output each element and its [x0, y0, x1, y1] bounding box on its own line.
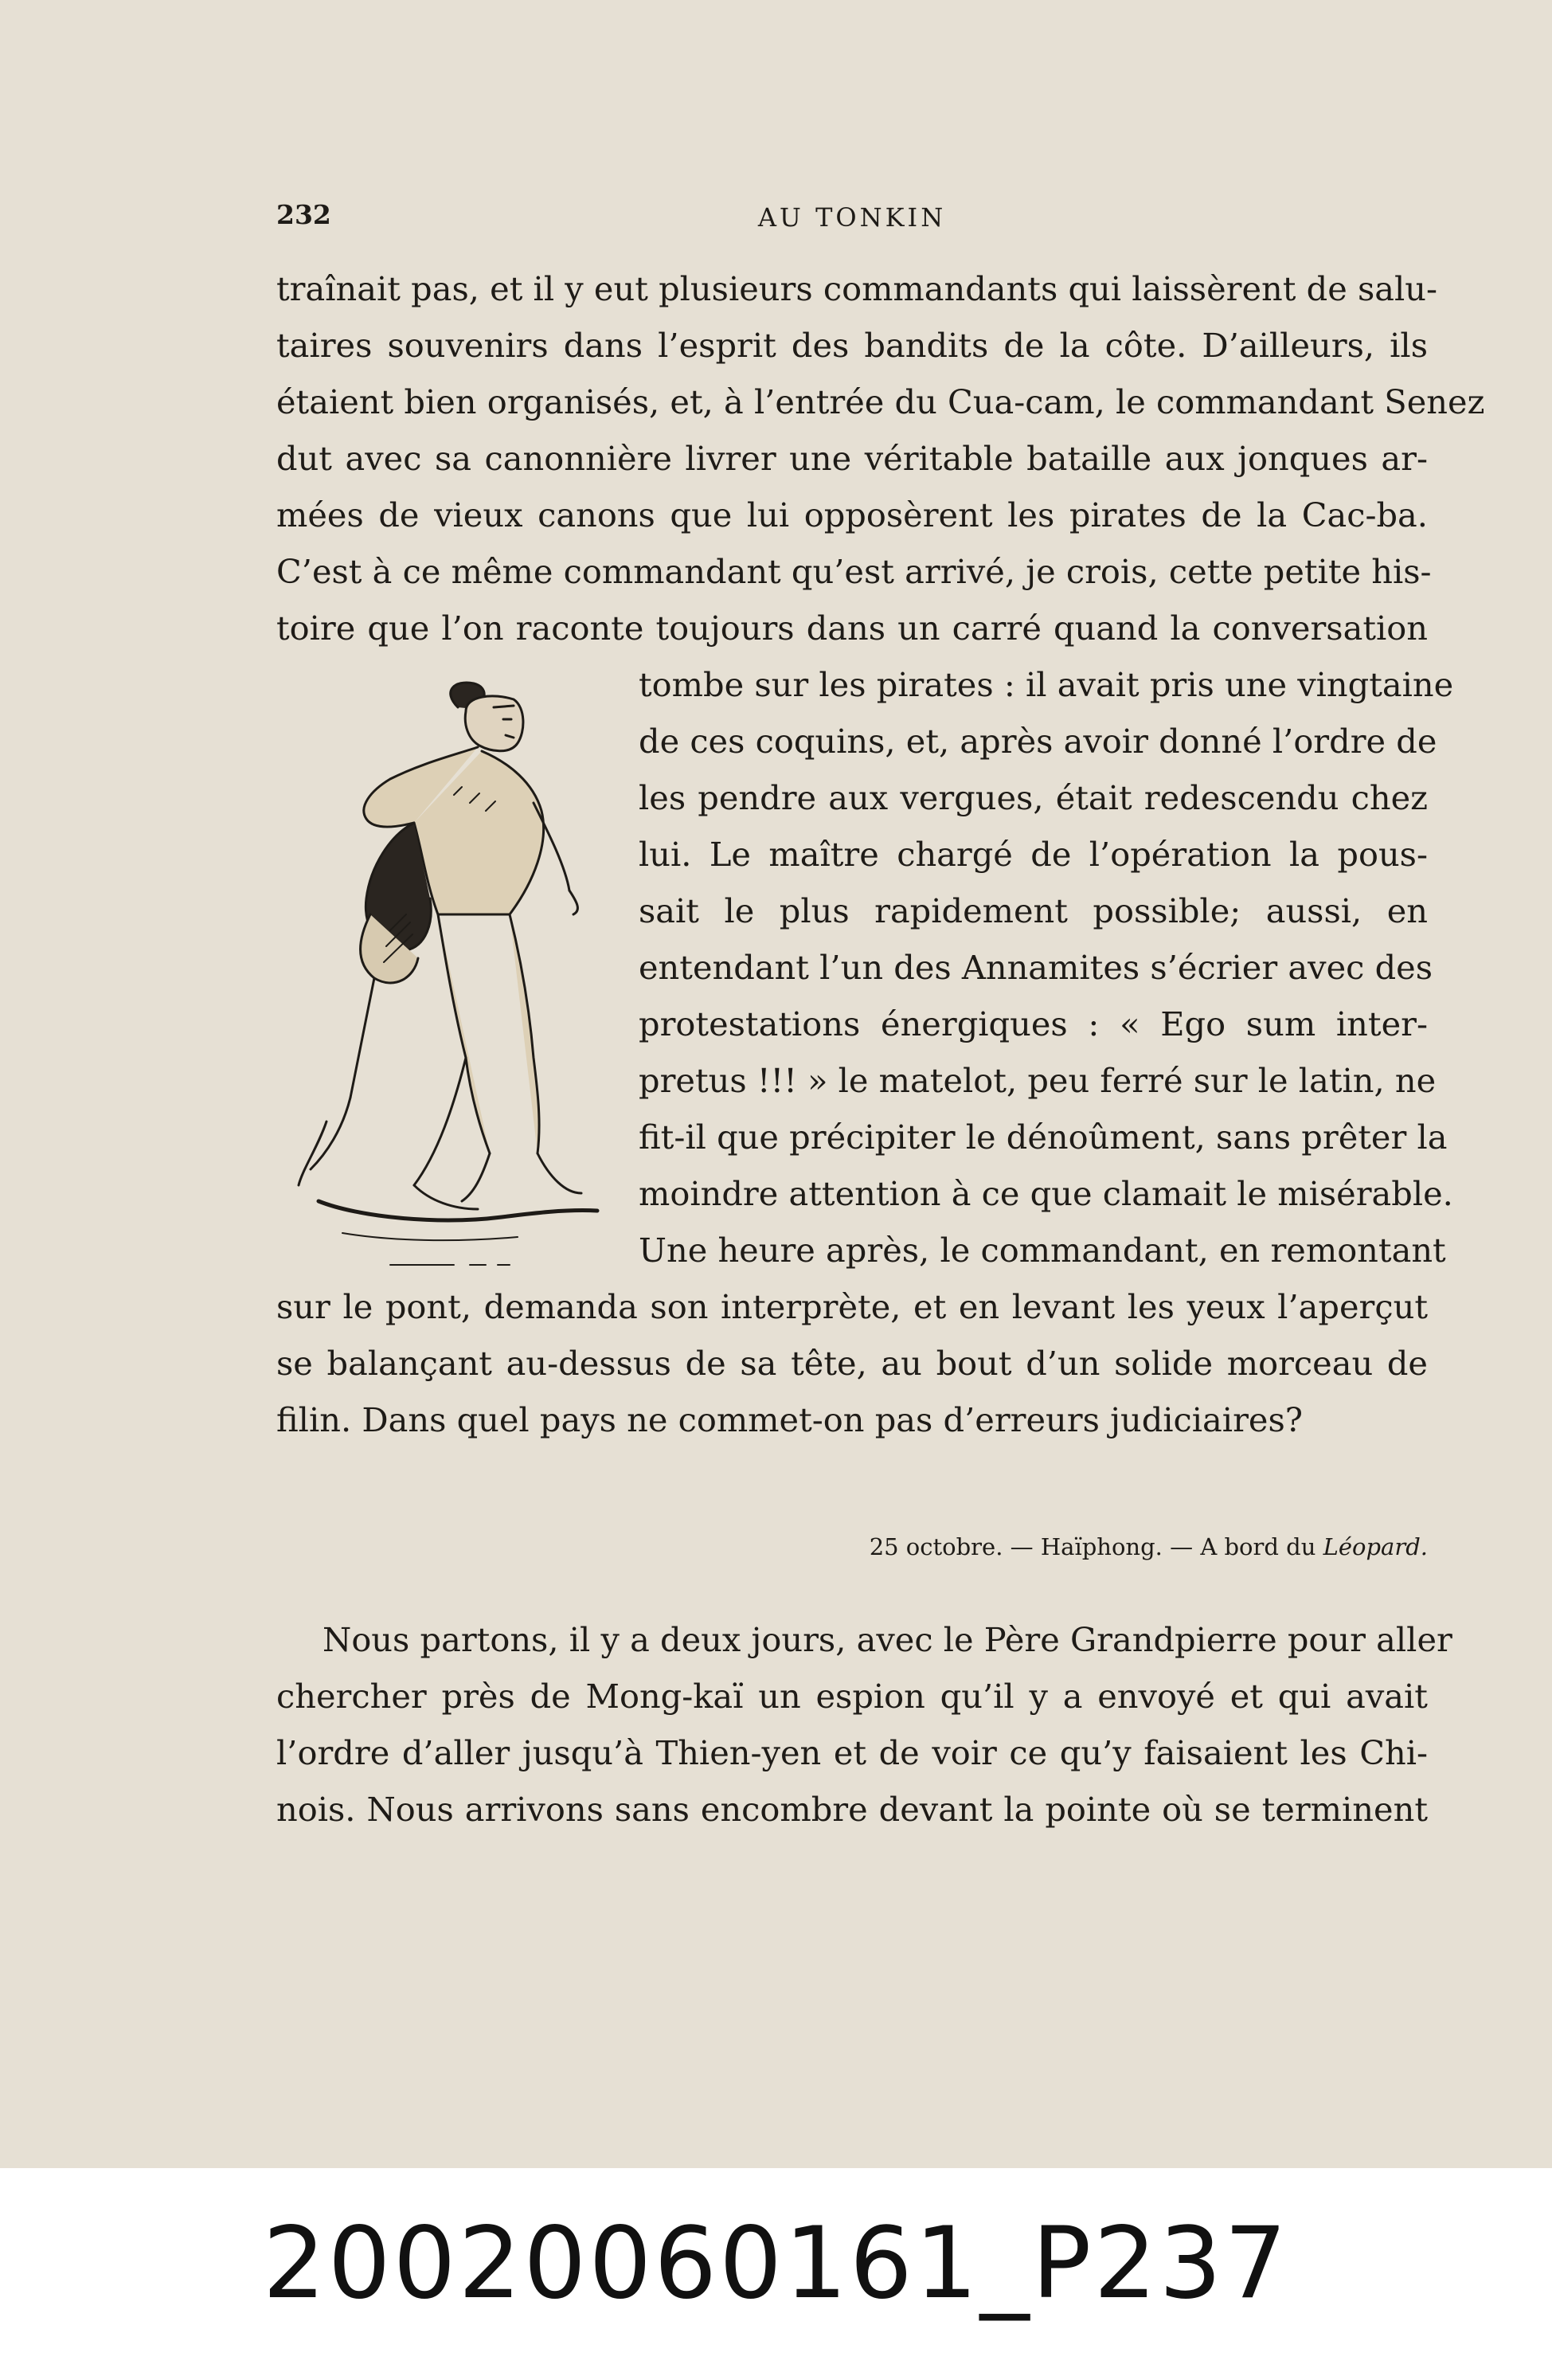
text-line: mées de vieux canons que lui opposèrent les pirates de la Cac-ba. [276, 495, 1428, 534]
text-line: tombe sur les pirates : il avait pris une vingtaine [639, 665, 1454, 704]
text-line: moindre attention à ce que clamait le misérable. [639, 1174, 1453, 1213]
dateline [276, 1527, 1428, 1567]
text-line: Nous partons, il y a deux jours, avec le Père Grandpierre pour aller [323, 1620, 1452, 1659]
page-number: 232 [276, 199, 331, 230]
text-line: traînait pas, et il y eut plusieurs commandants qui laissèrent de salu- [276, 269, 1438, 308]
dateline-text: 25 octobre. — Haïphong. — A bord du [869, 1533, 1323, 1560]
text-line: sur le pont, demanda son interprète, et en levant les yeux l’aperçut [276, 1287, 1428, 1326]
text-line: chercher près de Mong-kaï un espion qu’il y a envoyé et qui avait [276, 1677, 1428, 1716]
text-line: les pendre aux vergues, était redescendu chez [639, 778, 1428, 817]
text-line: entendant l’un des Annamites s’écrier avec des [639, 948, 1433, 987]
text-line: C’est à ce même commandant qu’est arrivé, je crois, cette petite his- [276, 552, 1432, 591]
text-line: l’ordre d’aller jusqu’à Thien-yen et de voir ce qu’y faisaient les Chi- [276, 1733, 1428, 1772]
ship-name: Léopard. [1323, 1533, 1428, 1560]
sailor-carrying-man-sketch-icon [295, 675, 613, 1281]
text-line: taires souvenirs dans l’esprit des bandits de la côte. D’ailleurs, ils [276, 326, 1428, 365]
text-line: étaient bien organisés, et, à l’entrée du Cua-cam, le commandant Senez [276, 382, 1485, 421]
text-line: filin. Dans quel pays ne commet-on pas d’erreurs judiciaires? [276, 1400, 1304, 1439]
text-line: se balançant au-dessus de sa tête, au bout d’un solide morceau de [276, 1344, 1428, 1383]
text-line: lui. Le maître chargé de l’opération la pous- [639, 835, 1428, 874]
archive-footer [0, 2168, 1552, 2380]
text-line: fit-il que précipiter le dénoûment, sans prêter la [639, 1118, 1448, 1157]
archive-identifier: 20020060161_P237 [262, 2206, 1290, 2321]
text-line: de ces coquins, et, après avoir donné l’ordre de [639, 722, 1437, 761]
text-line: sait le plus rapidement possible; aussi, en [639, 891, 1428, 930]
text-line: pretus !!! » le matelot, peu ferré sur le latin, ne [639, 1061, 1437, 1100]
running-title: AU TONKIN [757, 202, 947, 233]
text-line: nois. Nous arrivons sans encombre devant la pointe où se terminent [276, 1790, 1428, 1829]
text-line: protestations énergiques : « Ego sum inter- [639, 1004, 1428, 1043]
text-line: dut avec sa canonnière livrer une véritable bataille aux jonques ar- [276, 439, 1428, 478]
text-line: Une heure après, le commandant, en remontant [639, 1231, 1446, 1270]
text-line: toire que l’on raconte toujours dans un carré quand la conversation [276, 609, 1428, 648]
